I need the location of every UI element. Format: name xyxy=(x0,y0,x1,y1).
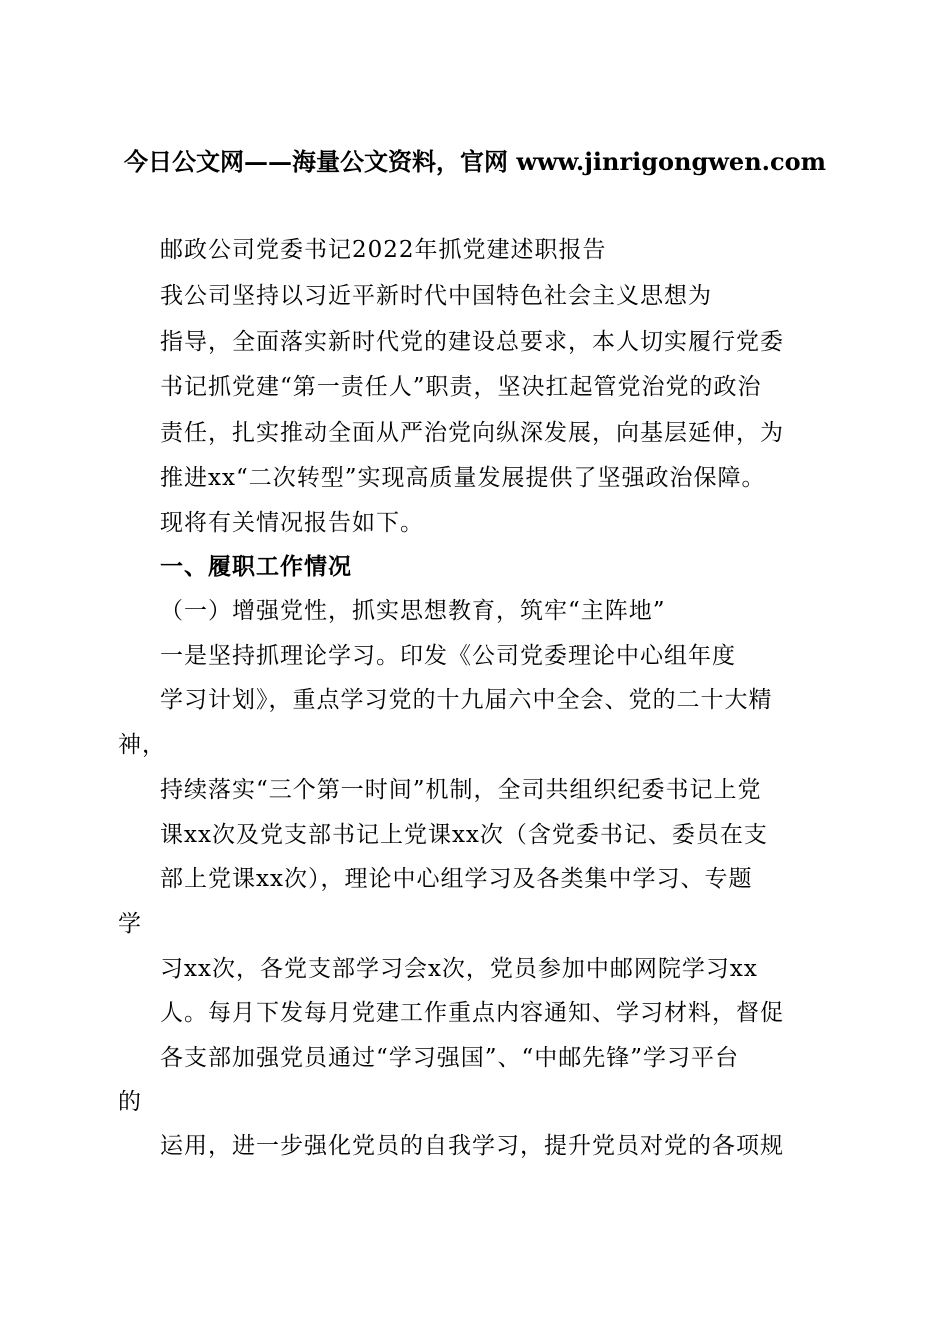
paragraph-line: 习xx次，各党支部学习会x次，党员参加中邮网院学习xx xyxy=(160,956,758,982)
paragraph-line: 现将有关情况报告如下。 xyxy=(160,510,424,536)
paragraph-line: 部上党课xx次），理论中心组学习及各类集中学习、专题 xyxy=(160,866,753,892)
paragraph-line: 学 xyxy=(118,911,142,937)
document-title: 邮政公司党委书记2022年抓党建述职报告 xyxy=(160,237,607,263)
paragraph-line: 指导，全面落实新时代党的建设总要求，本人切实履行党委 xyxy=(160,329,784,355)
paragraph-line: 运用，进一步强化党员的自我学习，提升党员对党的各项规 xyxy=(160,1133,784,1159)
paragraph-line: 责任，扎实推动全面从严治党向纵深发展，向基层延伸，为 xyxy=(160,420,784,446)
paragraph-line: 各支部加强党员通过“学习强国”、“中邮先锋”学习平台 xyxy=(160,1045,740,1071)
paragraph-line: 书记抓党建“第一责任人”职责，坚决扛起管党治党的政治 xyxy=(160,374,762,400)
paragraph-line: 神， xyxy=(118,732,166,758)
paragraph-line: 推进xx“二次转型”实现高质量发展提供了坚强政治保障。 xyxy=(160,465,766,491)
paragraph-line: 人。每月下发每月党建工作重点内容通知、学习材料，督促 xyxy=(160,1000,784,1026)
paragraph-line: 课xx次及党支部书记上党课xx次（含党委书记、委员在支 xyxy=(160,822,768,848)
paragraph-line: 学习计划》，重点学习党的十九届六中全会、党的二十大精 xyxy=(160,687,773,713)
paragraph-line: 的 xyxy=(118,1089,142,1115)
paragraph-line: 一是坚持抓理论学习。印发《公司党委理论中心组年度 xyxy=(160,643,736,669)
paragraph-line: 我公司坚持以习近平新时代中国特色社会主义思想为 xyxy=(160,283,712,309)
site-header-banner: 今日公文网——海量公文资料，官网 www.jinrigongwen.com xyxy=(123,147,827,176)
section-heading: 一、履职工作情况 xyxy=(160,553,352,580)
subsection-heading: （一）增强党性，抓实思想教育，筑牢“主阵地” xyxy=(160,598,666,624)
paragraph-line: 持续落实“三个第一时间”机制，全司共组织纪委书记上党 xyxy=(160,777,762,803)
